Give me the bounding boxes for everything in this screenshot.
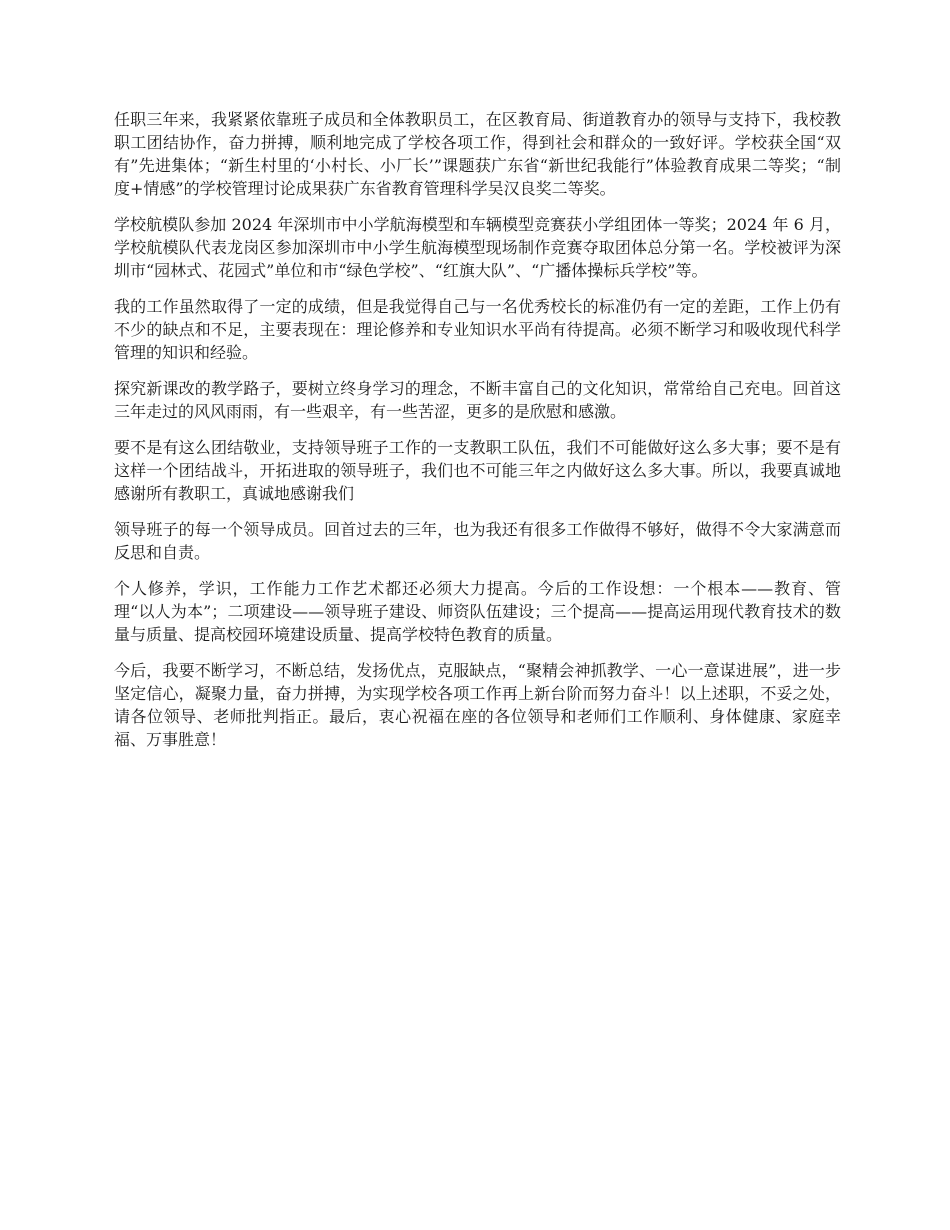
document-body bbox=[114, 108, 841, 764]
paragraph-2: 学校航模队参加 2024 年深圳市中小学航海模型和车辆模型竞赛获小学组团体一等奖；2024 年 6 月，学校航模队代表龙岗区参加深圳市中小学生航海模型现场制作竞赛夺取团体总分第一名。学校被评为深圳市“园林式、花园式”单位和市“绿色学校”、“红旗大队”、“广播体操标兵学校”等。 bbox=[114, 215, 841, 280]
paragraph-3: 我的工作虽然取得了一定的成绩，但是我觉得自己与一名优秀校长的标准仍有一定的差距，工作上仍有不少的缺点和不足，主要表现在：理论修养和专业知识水平尚有待提高。必须不断学习和吸收现代科学管理的知识和经验。 bbox=[114, 297, 841, 362]
paragraph-6: 领导班子的每一个领导成员。回首过去的三年，也为我还有很多工作做得不够好，做得不令大家满意而反思和自责。 bbox=[114, 520, 841, 562]
paragraph-4: 探究新课改的教学路子，要树立终身学习的理念，不断丰富自己的文化知识，常常给自己充电。回首这三年走过的风风雨雨，有一些艰辛，有一些苦涩，更多的是欣慰和感激。 bbox=[114, 379, 841, 421]
paragraph-1: 任职三年来，我紧紧依靠班子成员和全体教职员工，在区教育局、街道教育办的领导与支持下，我校教职工团结协作，奋力拼搏，顺利地完成了学校各项工作，得到社会和群众的一致好评。学校获全国“双有”先进集体；“新生村里的‘小村长、小厂长’”课题获广东省“新世纪我能行”体验教育成果二等奖；“制度+情感”的学校管理讨论成果获广东省教育管理科学吴汉良奖二等奖。 bbox=[114, 110, 841, 198]
paragraph-7: 个人修养，学识，工作能力工作艺术都还必须大力提高。今后的工作设想：一个根本——教育、管理“以人为本”；二项建设——领导班子建设、师资队伍建设；三个提高——提高运用现代教育技术的数量与质量、提高校园环境建设质量、提高学校特色教育的质量。 bbox=[114, 579, 841, 644]
paragraph-8: 今后，我要不断学习，不断总结，发扬优点，克服缺点，“聚精会神抓教学、一心一意谋进展”，进一步坚定信心，凝聚力量，奋力拼搏，为实现学校各项工作再上新台阶而努力奋斗！以上述职，不妥之处，请各位领导、老师批判指正。最后，衷心祝福在座的各位领导和老师们工作顺利、身体健康、家庭幸福、万事胜意！ bbox=[114, 661, 841, 749]
paragraph-5: 要不是有这么团结敬业，支持领导班子工作的一支教职工队伍，我们不可能做好这么多大事；要不是有这样一个团结战斗，开拓进取的领导班子，我们也不可能三年之内做好这么多大事。所以，我要真诚地感谢所有教职工，真诚地感谢我们 bbox=[114, 438, 841, 503]
